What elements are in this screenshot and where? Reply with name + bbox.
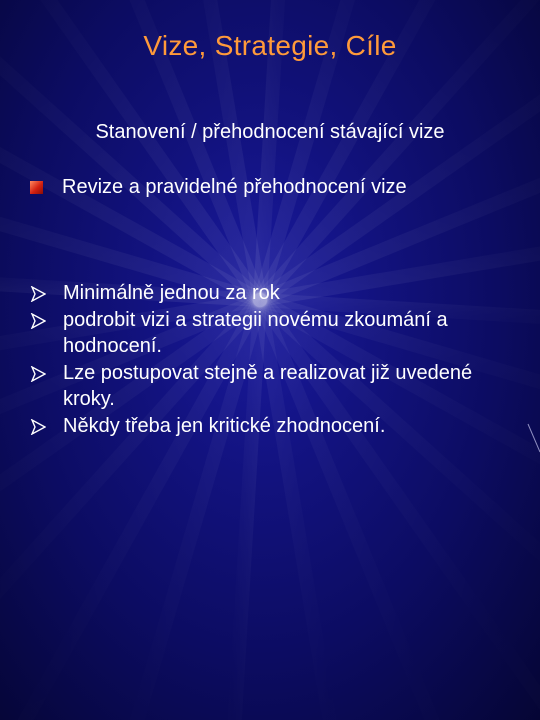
list-item (30, 413, 510, 440)
arrow-bullet-icon (30, 313, 46, 329)
arrow-bullet-icon (30, 419, 46, 435)
slide-title: Vize, Strategie, Cíle (143, 30, 397, 61)
square-bullet-text: Revize a pravidelné přehodnocení vize (62, 176, 407, 198)
list-item (30, 307, 510, 360)
square-bullet-item (30, 176, 530, 199)
list-item-text: Lze postupovat stejně a realizovat již uvedené kroky. (63, 361, 473, 410)
slide-subtitle: Stanovení / přehodnocení stávající vize (95, 121, 445, 143)
list-item (30, 280, 510, 307)
square-bullet-icon (30, 181, 43, 194)
list-item (30, 360, 510, 413)
arrow-bullet-icon (30, 286, 46, 302)
list-item-text: Někdy třeba jen kritické zhodnocení. (63, 414, 386, 437)
arrow-bullet-list (30, 280, 510, 439)
list-item-text: podrobit vizi a strategii novému zkoumání a hodnocení. (63, 308, 448, 357)
arrow-bullet-icon (30, 366, 46, 382)
list-item-text: Minimálně jednou za rok (63, 282, 280, 304)
